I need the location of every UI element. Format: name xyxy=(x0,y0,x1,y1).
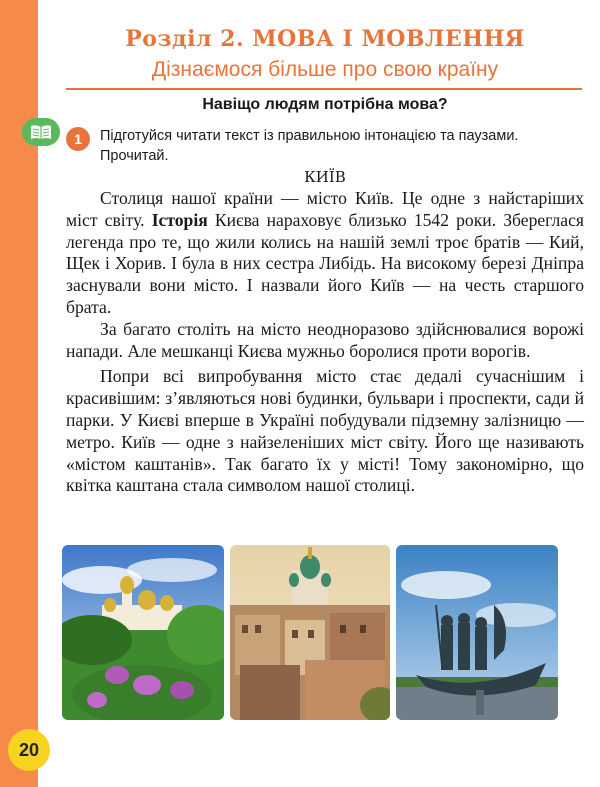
section-title: Розділ 2. МОВА І МОВЛЕННЯ xyxy=(125,26,525,52)
task-number-badge: 1 xyxy=(66,127,90,151)
paragraph: За багато століть на місто неодноразово здійснювалися ворожі напади. Але мешканці Києва мужньо боролися проти ворогів. xyxy=(66,318,584,361)
lesson-question: Навіщо людям потрібна мова? xyxy=(202,96,448,113)
paragraph xyxy=(66,188,584,319)
section-subtitle: Дізнаємося більше про свою країну xyxy=(151,58,499,81)
founders-monument-photo xyxy=(396,545,558,720)
task-instruction-line: Прочитай. xyxy=(100,148,169,164)
paragraph-text: Києва нараховує близько 1542 роки. Збереглася легенда про те, що жили колись на нашій землі троє братів — Кий, Щек і Хорив. І була в них сестра Либідь. На високому березі Дніпра заснували вони місто. І назвали його Київ — на честь старшого брата. xyxy=(66,209,584,317)
open-book-icon xyxy=(22,118,60,146)
task-instruction xyxy=(100,126,590,166)
bold-word: Історія xyxy=(151,209,208,230)
text-title: КИЇВ xyxy=(304,168,346,186)
andriyivskyi-church-photo xyxy=(230,545,390,720)
paragraph: Попри всі випробування місто стає дедалі сучаснішим і красивішим: з’являються нові будинки, бульвари і проспекти, сади й парки. У Києві вперше в Україні побудували підземну залізницю — метро. Київ — одне з найзеленіших міст світу. Його ще називають «містом каштанів». Так багато їх у місті! Тому закономірно, що квітка каштана стала символом нашої столиці. xyxy=(66,366,584,496)
page-number: 20 xyxy=(8,729,50,771)
lavra-photo xyxy=(62,545,224,720)
reading-text xyxy=(66,188,584,497)
paragraph-text: Столиця нашої країни — місто Київ. Це одне з найстаріших міст світу. xyxy=(66,188,584,230)
task-instruction-line: Підготуйся читати текст із правильною інтонацією та паузами. xyxy=(100,128,519,144)
title-divider xyxy=(66,88,582,90)
